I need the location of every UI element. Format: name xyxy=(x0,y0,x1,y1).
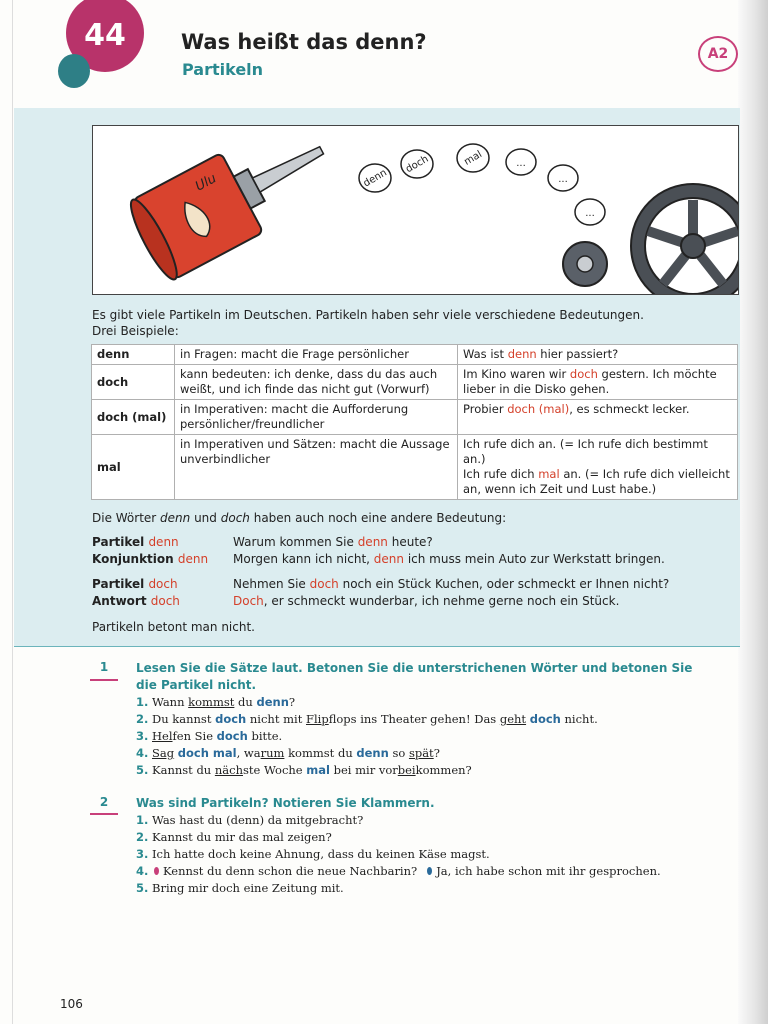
illustration-oilcan-gears xyxy=(92,125,739,295)
particle-table xyxy=(91,344,738,500)
svg-text:Ulu: Ulu xyxy=(193,171,220,195)
list-item: 5. Bring mir doch eine Zeitung mit. xyxy=(136,881,344,895)
list-item: 2. Kannst du mir das mal zeigen? xyxy=(136,830,332,844)
table-meaning: in Imperativen und Sätzen: macht die Aussage unverbindlicher xyxy=(175,435,458,500)
table-key: mal xyxy=(92,435,175,500)
exercise-2-instruction: Was sind Partikeln? Notieren Sie Klammern. xyxy=(136,796,435,810)
list-item: 2. Du kannst doch nicht mit Flipflops ins Theater gehen! Das geht doch nicht. xyxy=(136,712,598,726)
page-title: Was heißt das denn? xyxy=(181,30,427,54)
list-item: 5. Kannst du nächste Woche mal bei mir vorbeikommen? xyxy=(136,763,472,777)
table-meaning: kann bedeuten: ich denke, dass du das auch weißt, und ich finde das nicht gut (Vorwurf) xyxy=(175,365,458,400)
list-item: 3. Helfen Sie doch bitte. xyxy=(136,729,283,743)
exercise-1-underline xyxy=(90,679,118,681)
list-item: 4. Kennst du denn schon die neue Nachbarin? Ja, ich habe schon mit ihr gesprochen. xyxy=(136,864,661,878)
exercise-2-number: 2 xyxy=(99,795,109,809)
unit-badge-accent xyxy=(58,54,90,88)
intro-line-2: Drei Beispiele: xyxy=(92,324,179,338)
table-example: Ich rufe dich an. (= Ich rufe dich bestimmt an.) Ich rufe dich mal an. (= Ich rufe dich vielleicht an, wenn ich Zeit und Lust habe.) xyxy=(458,435,738,500)
list-item: 4. Sag doch mal, warum kommst du denn so spät? xyxy=(136,746,440,760)
exercise-1-list xyxy=(136,694,598,779)
book-binding-shadow xyxy=(738,0,768,1024)
bubble-denn: denn xyxy=(361,167,389,190)
bubble-dots-2: ... xyxy=(558,174,568,185)
table-key: doch (mal) xyxy=(92,400,175,435)
table-example: Im Kino waren wir doch gestern. Ich möchte lieber in die Disko gehen. xyxy=(458,365,738,400)
exercise-1-instruction: Lesen Sie die Sätze laut. Betonen Sie die unterstrichenen Wörter und betonen Sie die Partikel nicht. xyxy=(136,661,693,692)
table-example: Probier doch (mal), es schmeckt lecker. xyxy=(458,400,738,435)
textbook-page: 44 Was heißt das denn? Partikeln A2 Ulu denn doch mal ... ... ... Es gibt viele Partikeln im Deutschen. Partikeln haben sehr viele verschiedene Bedeutungen. Drei Beispiele: denn in Fragen: macht die Frage persönlicher Was ist denn hier passiert? doch kann bedeuten: ich denke, dass du das auch weißt, und ich finde das nicht gut (Vorwurf) Im Kino waren wir doch gestern. Ich möchte lieber in die Disko gehen. doch (mal) in Imperativen: macht die Aufforderung persönlicher/freundlicher Probier doch (mal), es schmeckt lecker. mal in Imperativen und Sätzen: macht die Aussage unverbindlicher Ich rufe dich an. (= Ich rufe dich bestimmt an.) Ich rufe dich mal an. (= Ich rufe dich vielleicht an, wenn ich Zeit und Lust habe.) Die Wörter denn und doch haben auch noch eine andere Bedeutung: Partikel denn Warum kommen Sie denn heute? Konjunktion denn Morgen kann ich nicht, denn ich muss mein Auto zur Werkstatt bringen. Partikel doch Nehmen Sie doch noch ein Stück Kuchen, oder schmeckt er Ihnen nicht? Antwort doch Doch, er schmeckt wunderbar, ich nehme gerne noch ein Stück. Partikeln betont man nicht. 1 Lesen Sie die Sätze laut. Betonen Sie die unterstrichenen Wörter und betonen Sie die Partikel nicht. 1. Wann kommst du denn? 2. Du kannst doch nicht mit Flipflops ins Theater gehen! Das geht doch nicht. 3. Helfen Sie doch bitte. 4. Sag doch mal, warum kommst du denn so spät? 5. Kannst du nächste Woche mal bei mir vorbeikommen? 2 Was sind Partikeln? Notieren Sie Klammern. 1. Was hast du (denn) da mitgebracht? 2. Kannst du mir das mal zeigen? 3. Ich hatte doch keine Ahnung, dass du keinen Käse magst. 4. Kennst du denn schon die neue Nachbarin? Ja, ich habe schon mit ihr gesprochen. 5. Bring mir doch eine Zeitung mit. 106 xyxy=(0,0,768,1024)
list-item: 1. Wann kommst du denn? xyxy=(136,695,296,709)
table-meaning: in Fragen: macht die Frage persönlicher xyxy=(175,345,458,365)
unit-number: 44 xyxy=(84,18,126,53)
level-badge: A2 xyxy=(698,36,738,72)
other-meaning-line: Die Wörter denn und doch haben auch noch eine andere Bedeutung: xyxy=(92,511,507,525)
exercise-1-number: 1 xyxy=(99,660,109,674)
table-row xyxy=(92,345,738,365)
exercise-2-underline xyxy=(90,813,118,815)
bubble-doch: doch xyxy=(403,153,431,176)
table-row xyxy=(92,365,738,400)
page-subtitle: Partikeln xyxy=(182,60,264,79)
oilcan-illustration xyxy=(93,126,738,294)
intro-line-1: Es gibt viele Partikeln im Deutschen. Partikeln haben sehr viele verschiedene Bedeutungen. xyxy=(92,308,644,322)
bubble-dots-3: ... xyxy=(585,208,595,219)
panel-divider xyxy=(14,646,740,647)
exercise-2-list xyxy=(136,812,661,897)
table-row xyxy=(92,400,738,435)
table-row xyxy=(92,435,738,500)
table-example: Was ist denn hier passiert? xyxy=(458,345,738,365)
list-item: 3. Ich hatte doch keine Ahnung, dass du keinen Käse magst. xyxy=(136,847,490,861)
page-margin-line xyxy=(12,0,13,1024)
table-key: denn xyxy=(92,345,175,365)
intro-text xyxy=(92,307,732,339)
speaker-a-icon xyxy=(154,867,159,875)
speaker-b-icon xyxy=(427,867,432,875)
bubble-mal: mal xyxy=(462,149,485,168)
table-meaning: in Imperativen: macht die Aufforderung persönlicher/freundlicher xyxy=(175,400,458,435)
stress-note: Partikeln betont man nicht. xyxy=(92,620,255,634)
bubble-dots-1: ... xyxy=(516,158,526,169)
table-key: doch xyxy=(92,365,175,400)
page-number: 106 xyxy=(60,997,83,1011)
list-item: 1. Was hast du (denn) da mitgebracht? xyxy=(136,813,364,827)
